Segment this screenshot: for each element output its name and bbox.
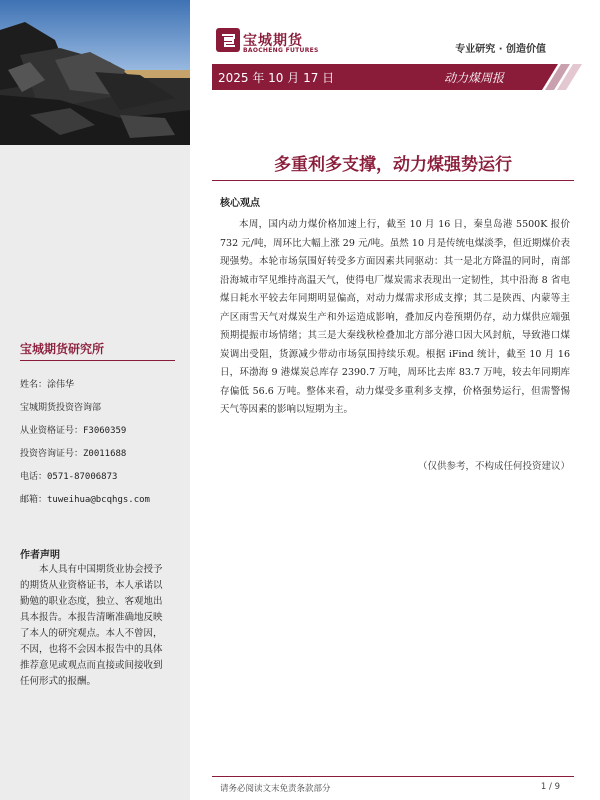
qualification-number: 从业资格证号：F3060359	[20, 426, 127, 436]
institute-name: 宝城期货研究所	[20, 342, 105, 356]
logo-name-en: BAOCHENG FUTURES	[243, 47, 319, 54]
headline-divider	[212, 180, 574, 181]
report-date: 2025 年 10 月 17 日	[218, 71, 335, 85]
core-view-title: 核心观点	[220, 198, 260, 209]
footer-notice: 请务必阅读文末免责条款部分	[220, 784, 331, 794]
email-address[interactable]: 邮箱：tuweihua@bcqhgs.com	[20, 495, 150, 505]
declaration-body: 本人具有中国期货业协会授予的期货从业资格证书，本人承诺以勤勉的职业态度，独立、客观地出具本报告。本报告清晰准确地反映了本人的研究观点。本人不曾因，不因，也将不会因本报告中的具体推荐意见或观点而直接或间接收到任何形式的报酬。	[20, 564, 163, 687]
consulting-number: 投资咨询证号：Z0011688	[20, 449, 127, 459]
investment-disclaimer: （仅供参考，不构成任何投资建议）	[417, 461, 570, 472]
report-type: 动力煤周报	[444, 71, 505, 85]
left-sidebar	[0, 0, 190, 800]
coal-cover-image	[0, 0, 190, 145]
report-headline: 多重利多支撑，动力煤强势运行	[274, 155, 512, 175]
declaration-title: 作者声明	[20, 550, 60, 561]
core-view-body: 本周，国内动力煤价格加速上行，截至 10 月 16 日，秦皇岛港 5500K 报价 732 元/吨，周环比大幅上涨 29 元/吨。虽然 10 月是传统电煤淡季，但近期煤价表现强势。本轮市场氛围好转受多方面因素共同驱动：其一是北方降温的同时，南部沿海城市罕见维持高温天气，使得电厂煤炭需求表现出一定韧性，其中沿海 8 省电煤日耗水平较去年同期明显偏高，对动力煤需求形成支撑；其二是陕西、内蒙等主产区雨雪天气对煤炭生产和外运造成影响，叠加反内卷预期仍存，动力煤供应端强预期提振市场情绪；其三是大秦线秋检叠加北方部分港口因大风封航，导致港口煤炭调出受阻，货源减少带动市场氛围持续乐观。根据 iFind 统计，截至 10 月 16 日，环渤海 9 港煤炭总库存 2390.7 万吨，周环比去库 83.7 万吨，较去年同期库存偏低 56.6 万吨。整体来看，动力煤受多重利多支撑，价格强势运行，但需警惕天气等因素的影响以短期为主。	[220, 219, 570, 415]
analyst-name: 姓名：涂伟华	[20, 380, 75, 390]
baocheng-logo-icon	[216, 28, 240, 52]
footer-divider	[212, 776, 574, 777]
logo-name-cn: 宝城期货	[243, 33, 303, 49]
phone-number: 电话：0571-87006873	[20, 472, 118, 482]
institute-divider	[20, 360, 175, 361]
analyst-department: 宝城期货投资咨询部	[20, 403, 102, 413]
company-logo	[216, 28, 326, 58]
brand-slogan: 专业研究 · 创造价值	[455, 44, 546, 55]
analyst-contact	[20, 374, 185, 512]
page-number: 1 / 9	[540, 782, 560, 792]
